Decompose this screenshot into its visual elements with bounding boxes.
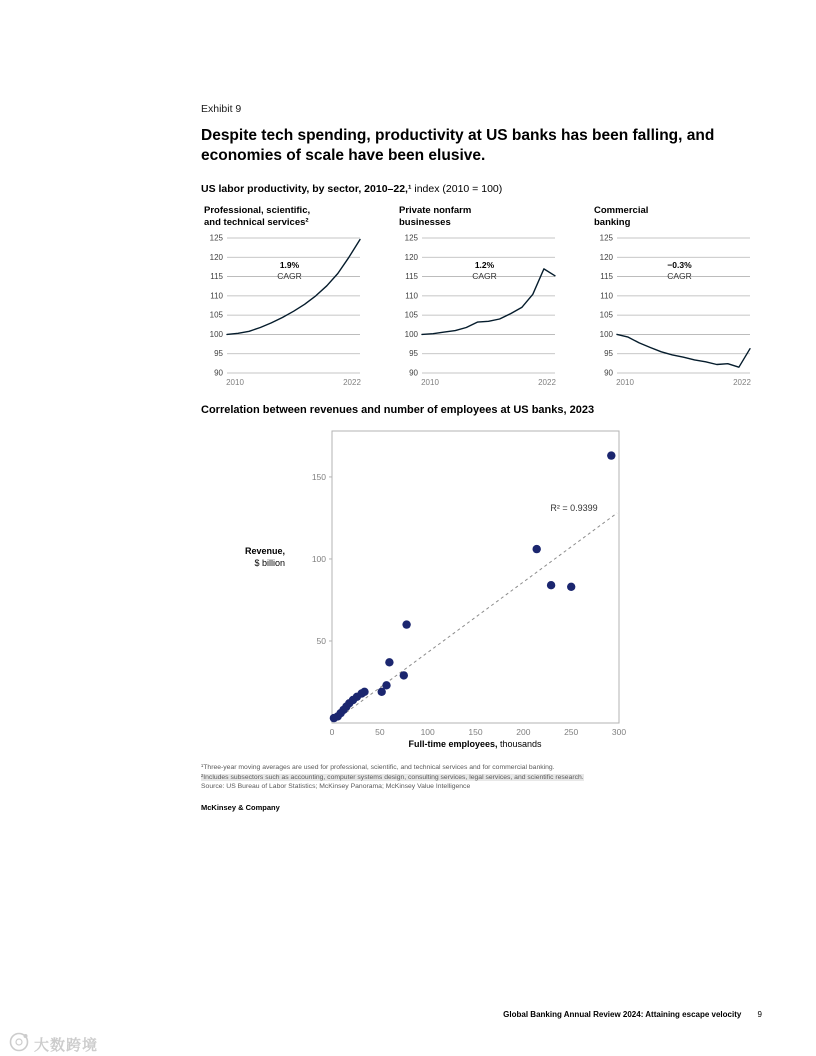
scatter-x-axis-label-bold: Full-time employees, (408, 739, 498, 749)
svg-text:90: 90 (409, 368, 418, 378)
chart-plot-area (591, 231, 763, 391)
svg-text:120: 120 (209, 252, 223, 262)
productivity-heading-units: index (2010 = 100) (411, 183, 503, 195)
svg-text:50: 50 (316, 635, 326, 646)
svg-text:1.2%: 1.2% (474, 260, 495, 270)
svg-text:CAGR: CAGR (667, 271, 692, 281)
svg-text:50: 50 (375, 727, 385, 737)
svg-text:110: 110 (405, 291, 418, 301)
svg-text:100: 100 (311, 553, 326, 564)
svg-text:90: 90 (604, 368, 613, 378)
page-footer (0, 1010, 762, 1019)
svg-text:CAGR: CAGR (277, 271, 302, 281)
brand-signature: McKinsey & Company (201, 803, 280, 812)
svg-text:120: 120 (404, 252, 418, 262)
svg-text:125: 125 (599, 233, 613, 243)
productivity-heading-bold: US labor productivity, by sector, 2010–22,¹ (201, 183, 412, 195)
line-chart-svg (201, 231, 371, 391)
scatter-x-axis-label (305, 739, 645, 749)
scatter-y-axis-label-units: $ billion (254, 557, 285, 568)
svg-text:95: 95 (604, 349, 613, 359)
scatter-y-axis-label-bold: Revenue, (244, 546, 285, 556)
svg-text:95: 95 (214, 349, 223, 359)
footnotes (201, 763, 661, 792)
scatter-y-axis-label (201, 546, 285, 569)
line-chart-private-nonfarm (396, 205, 568, 391)
chart-title-line: businesses (399, 216, 451, 228)
svg-text:105: 105 (209, 310, 223, 320)
line-chart-professional-services (201, 205, 373, 391)
svg-text:90: 90 (214, 368, 223, 378)
chart-title-line: banking (594, 216, 631, 228)
svg-text:100: 100 (404, 329, 418, 339)
svg-text:2022: 2022 (343, 378, 361, 387)
svg-text:110: 110 (210, 291, 223, 301)
scatter-x-axis-label-units: thousands (497, 739, 542, 749)
scatter-heading: Correlation between revenues and number of employees at US banks, 2023 (201, 404, 595, 416)
svg-text:1.9%: 1.9% (279, 260, 300, 270)
svg-text:2010: 2010 (226, 378, 244, 387)
svg-text:100: 100 (599, 329, 613, 339)
svg-text:115: 115 (210, 272, 223, 282)
svg-text:125: 125 (404, 233, 418, 243)
watermark (8, 1031, 98, 1056)
chart-plot-area (396, 231, 568, 391)
svg-text:105: 105 (599, 310, 613, 320)
svg-text:115: 115 (405, 272, 418, 282)
chart-title-line: Private nonfarm (399, 205, 472, 216)
svg-text:R² = 0.9399: R² = 0.9399 (550, 503, 598, 513)
productivity-heading (201, 183, 502, 195)
svg-text:2010: 2010 (616, 378, 634, 387)
svg-text:110: 110 (600, 291, 613, 301)
svg-text:105: 105 (404, 310, 418, 320)
svg-text:CAGR: CAGR (472, 271, 497, 281)
line-chart-commercial-banking (591, 205, 763, 391)
footnote-source: Source: US Bureau of Labor Statistics; McKinsey Panorama; McKinsey Value Intelligence (201, 783, 471, 790)
svg-text:100: 100 (420, 727, 435, 737)
svg-text:125: 125 (209, 233, 223, 243)
chart-title-line: Commercial (594, 205, 649, 216)
footnote-1: ¹Three-year moving averages are used for professional, scientific, and technical services and for commercial banking. (201, 764, 555, 771)
page-number: 9 (757, 1010, 762, 1019)
svg-text:100: 100 (209, 329, 223, 339)
svg-text:−0.3%: −0.3% (667, 260, 692, 270)
svg-text:250: 250 (564, 727, 579, 737)
scatter-svg (298, 427, 638, 757)
chart-title-private-nonfarm (396, 205, 568, 229)
chart-title-commercial-banking (591, 205, 763, 229)
svg-text:2010: 2010 (421, 378, 439, 387)
watermark-logo (8, 1031, 30, 1056)
svg-text:200: 200 (516, 727, 531, 737)
page-title: Despite tech spending, productivity at US banks has been falling, and economies of scale have been elusive. (201, 127, 715, 164)
svg-text:0: 0 (329, 727, 335, 737)
line-chart-svg (591, 231, 761, 391)
watermark-text: 大数跨境 (34, 1037, 99, 1054)
svg-text:300: 300 (611, 727, 627, 737)
svg-text:115: 115 (600, 272, 613, 282)
chart-title-professional-services (201, 205, 373, 229)
svg-text:150: 150 (311, 471, 326, 482)
chart-plot-area (201, 231, 373, 391)
chart-title-line: Professional, scientific, (204, 205, 311, 216)
line-chart-svg (396, 231, 566, 391)
exhibit-label: Exhibit 9 (201, 103, 242, 115)
scatter-plot-area (298, 427, 638, 757)
svg-text:2022: 2022 (733, 378, 751, 387)
footnote-2: ²Includes subsectors such as accounting, computer systems design, consulting services, legal services, and scientific research. (201, 773, 584, 781)
footer-title: Global Banking Annual Review 2024: Attaining escape velocity (503, 1010, 742, 1019)
svg-text:95: 95 (409, 349, 418, 359)
scatter-chart (201, 425, 681, 761)
svg-text:150: 150 (468, 727, 483, 737)
svg-text:120: 120 (599, 252, 613, 262)
svg-text:2022: 2022 (538, 378, 556, 387)
chart-title-line: and technical services² (204, 216, 309, 228)
